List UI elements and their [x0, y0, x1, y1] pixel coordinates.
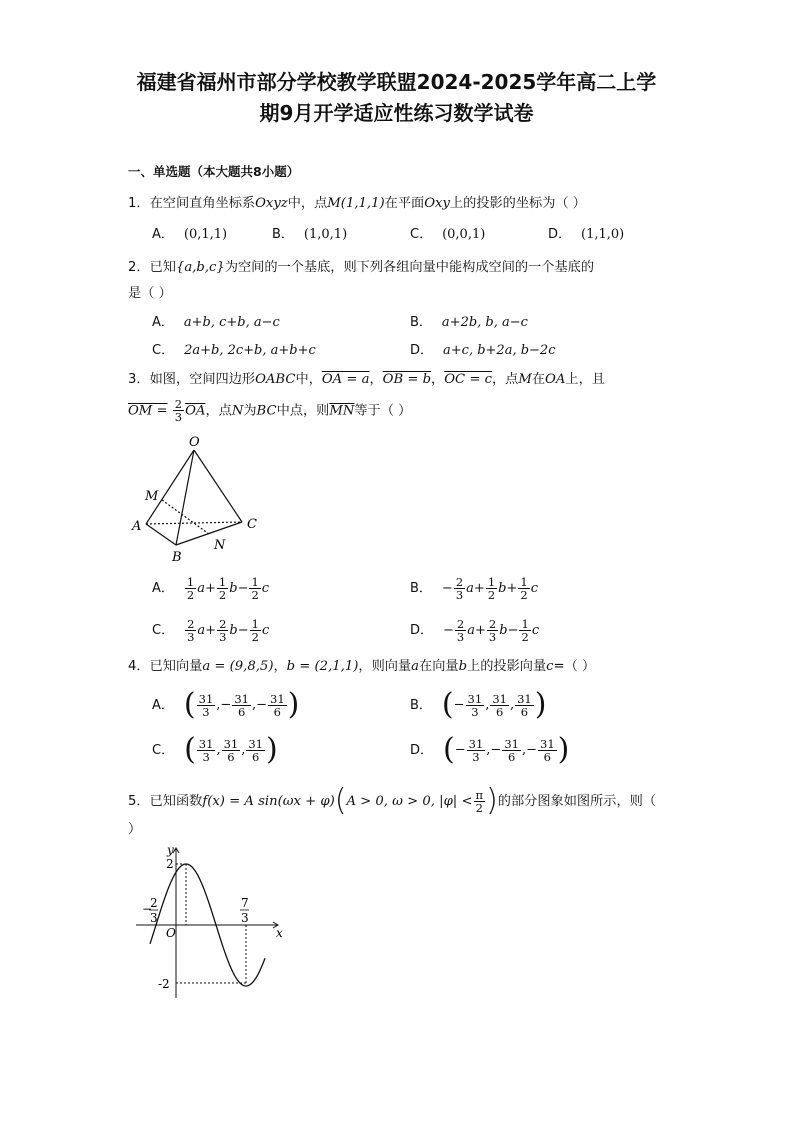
sign: −	[526, 742, 538, 758]
q5-fraction	[474, 789, 486, 814]
option-label: D．	[410, 623, 434, 638]
fraction-numerator: 2	[455, 575, 464, 589]
fraction-numerator: 1	[520, 575, 528, 589]
q4-option-a[interactable]	[152, 687, 300, 722]
fraction	[490, 693, 509, 718]
q3-text: 等于（ ）	[354, 403, 412, 419]
fraction-denominator: 2	[520, 588, 528, 602]
fraction-numerator: 2	[174, 397, 183, 411]
fraction-numerator: 31	[540, 736, 555, 751]
comma: ,	[521, 742, 527, 758]
option-label: D．	[410, 742, 434, 758]
edge-ab	[146, 524, 176, 545]
fraction-numerator: 2	[456, 617, 465, 631]
fraction	[197, 693, 216, 718]
fraction-numerator: 31	[198, 736, 214, 751]
q3-vector-oa: OA = a	[321, 372, 370, 387]
label-n: N	[214, 538, 226, 553]
fraction-denominator: 6	[252, 749, 260, 764]
option-label: C．	[152, 623, 175, 638]
fraction-denominator: 3	[187, 630, 195, 644]
question-4-stem	[128, 657, 595, 677]
vector-c: c	[530, 581, 538, 596]
q3-text: 3．如图，空间四边形	[128, 372, 256, 387]
q1-option-d[interactable]: D． (1,1,0)	[548, 227, 625, 242]
vector-b: b	[229, 581, 238, 596]
q5-function: f(x) = A sin(ωx + φ)	[202, 794, 335, 809]
fraction-numerator: 1	[251, 575, 259, 589]
q2-text: 2．已知	[128, 260, 176, 275]
fraction-numerator: 31	[198, 691, 214, 706]
fraction-denominator: 3	[488, 630, 497, 644]
q3-text: 中，	[295, 372, 322, 387]
label-b: B	[172, 550, 182, 565]
q3-vector-oc: OC = c	[444, 372, 492, 387]
q4-option-c[interactable]	[152, 732, 278, 767]
fraction-denominator: 3	[455, 588, 464, 602]
vector-b: b	[229, 623, 238, 638]
fraction-denominator: 3	[456, 630, 465, 644]
neg-tick-sign: −	[142, 902, 153, 916]
label-c: C	[247, 517, 257, 532]
operator: −	[237, 623, 249, 638]
fraction-denominator: 3	[472, 749, 480, 764]
right-paren: )	[557, 732, 570, 767]
fraction	[487, 618, 498, 643]
right-paren: )	[534, 687, 547, 722]
sign: −	[441, 581, 453, 596]
left-paren: (	[184, 732, 196, 767]
sign: −	[443, 623, 454, 638]
fraction	[250, 618, 261, 643]
left-paren: (	[183, 687, 196, 722]
fraction-numerator: 31	[492, 691, 507, 706]
origin-label: O	[166, 926, 176, 940]
q5-text: 5．已知函数	[128, 794, 203, 809]
fraction	[466, 693, 485, 718]
sign: −	[490, 742, 502, 758]
label-o: O	[189, 435, 200, 450]
q3-option-b[interactable]	[410, 576, 538, 601]
page-title-line2: 期9月开学适应性练习数学试卷	[259, 101, 534, 125]
max-value-label: 2	[166, 857, 174, 871]
left-paren: (	[443, 732, 455, 767]
q5-sine-graph	[128, 840, 298, 1000]
q2-basis: {a,b,c}	[175, 260, 225, 275]
segment-mn	[162, 500, 209, 534]
x-label: x	[276, 926, 283, 940]
fraction	[268, 693, 287, 718]
q1-text: 1．在空间直角坐标系	[128, 196, 256, 211]
q4-text: =（ ）	[553, 659, 596, 674]
fraction-denominator: 6	[507, 749, 516, 764]
fraction-numerator: 31	[468, 736, 484, 751]
fraction	[222, 738, 241, 763]
edge-ac-hidden	[146, 522, 242, 524]
comma: ,	[509, 697, 515, 713]
question-5-stem-line2: ）	[128, 822, 142, 837]
vector-c: c	[261, 581, 270, 596]
q4-vector-b-def: b = (2,1,1)	[286, 659, 359, 674]
q1-text: 中，点	[287, 196, 328, 211]
sign: −	[453, 697, 465, 713]
fraction-numerator: 31	[504, 736, 519, 751]
fraction-numerator: 31	[270, 691, 285, 706]
q3-text: 在	[531, 372, 546, 387]
fraction-denominator: 2	[186, 588, 195, 602]
label-a: A	[132, 519, 142, 534]
fraction-numerator: 1	[186, 575, 195, 589]
fraction-numerator: 1	[251, 617, 259, 631]
option-label: A．	[152, 581, 174, 596]
fraction	[486, 576, 497, 601]
fraction	[467, 738, 486, 763]
q4-text: 上的投影向量	[467, 659, 547, 674]
q3-vector-oa: $\overline{OA}$	[185, 403, 206, 419]
fraction-numerator: 31	[517, 691, 532, 706]
pos-tick-denominator: 3	[241, 911, 249, 925]
q4-vector-c: c	[546, 659, 554, 674]
q3-point-n: N	[231, 403, 244, 419]
vector-c: c	[261, 623, 270, 638]
fraction-numerator: 2	[488, 617, 497, 631]
q2-option-b[interactable]: B． a+2b, b, a−c	[410, 315, 528, 330]
fraction	[502, 738, 521, 763]
q4-text: 在向量	[419, 659, 459, 674]
fraction-numerator: 31	[234, 691, 249, 706]
operator: +	[205, 581, 216, 596]
comma: ,	[486, 742, 491, 758]
q4-vector-b: b	[458, 659, 468, 674]
fraction	[246, 738, 265, 763]
comma: ,	[485, 697, 490, 713]
vector-a: a	[466, 581, 474, 596]
q1-option-a[interactable]: A． (0,1,1)	[152, 227, 228, 242]
fraction-denominator: 3	[219, 630, 227, 644]
vector-a: a	[197, 623, 206, 638]
q3-text: ，点	[205, 403, 232, 419]
q3-option-c[interactable]	[152, 618, 269, 643]
fraction-numerator: 1	[487, 575, 496, 589]
option-label: B．	[410, 581, 432, 596]
fraction-denominator: 3	[202, 749, 210, 764]
question-1-stem	[128, 194, 586, 214]
fraction-denominator: 6	[495, 704, 504, 719]
fraction-numerator: 1	[521, 617, 529, 631]
q1-point: M(1,1,1)	[327, 196, 385, 211]
q4-text: 4．已知向量	[128, 659, 203, 674]
comma: ,	[216, 742, 221, 758]
fraction-denominator: 2	[487, 588, 496, 602]
fraction	[185, 618, 196, 643]
q3-text: ，点	[491, 372, 519, 387]
fraction	[455, 618, 466, 643]
q1-text: 上的投影的坐标为（ ）	[449, 196, 586, 211]
fraction	[232, 693, 251, 718]
edge-oc	[194, 450, 242, 522]
q1-option-b[interactable]: B． (1,0,1)	[272, 227, 348, 242]
q3-fraction	[173, 398, 184, 423]
fraction	[519, 618, 530, 643]
fraction-denominator: 6	[273, 704, 281, 719]
q1-text: 在平面	[384, 196, 425, 211]
fraction-denominator: 2	[218, 588, 227, 602]
q3-text: 中点，则	[276, 403, 330, 419]
right-paren: )	[266, 732, 278, 767]
q4-vector-a-def: a = (9,8,5)	[202, 659, 274, 674]
q2-option-a[interactable]: A． a+b, c+b, a−c	[152, 315, 280, 330]
right-paren: )	[486, 783, 498, 818]
q3-segment-bc: BC	[256, 403, 277, 419]
fraction-denominator: 6	[227, 749, 235, 764]
vector-c: c	[531, 623, 540, 638]
fraction	[518, 576, 529, 601]
question-5-stem	[128, 783, 657, 818]
q4-option-b[interactable]	[410, 687, 547, 722]
fraction-numerator: 31	[223, 736, 239, 751]
vector-a: a	[197, 581, 205, 596]
q5-condition: A > 0, ω > 0, |φ| <	[346, 794, 473, 809]
q3-option-a[interactable]	[152, 576, 269, 601]
q4-option-d[interactable]	[410, 732, 570, 767]
fraction-numerator: 2	[187, 617, 195, 631]
operator: +	[506, 581, 518, 596]
operator: +	[475, 623, 486, 638]
q3-vector-om: OM =	[128, 403, 168, 419]
fraction-numerator: 1	[218, 575, 227, 589]
q3-point-m: M	[518, 372, 532, 387]
fraction	[454, 576, 465, 601]
pos-tick-numerator: 7	[241, 896, 249, 910]
left-paren: (	[334, 783, 347, 818]
q3-vector-mn: $\overline{MN}$	[329, 403, 355, 419]
fraction-denominator: 6	[237, 704, 246, 719]
q3-segment-oa: OA	[545, 372, 566, 387]
operator: +	[205, 623, 217, 638]
q1-plane: Oxy	[424, 196, 450, 211]
fraction-numerator: 2	[219, 617, 227, 631]
q3-quadrilateral: OABC	[255, 372, 296, 387]
comma: ,	[216, 697, 221, 713]
question-3-stem: 3．如图，空间四边形OABC中，OA = a，OB = b，OC = c，点M在OA上，且	[128, 372, 605, 387]
fraction-denominator: 2	[251, 588, 259, 602]
question-3-stem-line2	[128, 398, 411, 423]
comma: ,	[251, 697, 257, 713]
question-2-stem	[128, 258, 594, 278]
q2-option-d[interactable]: D． a+c, b+2a, b−2c	[410, 343, 556, 358]
page-title-line1: 福建省福州市部分学校教学联盟2024-2025学年高二上学	[136, 70, 657, 94]
y-label: y	[167, 843, 174, 857]
q3-vector-ob: OB = b	[382, 372, 432, 387]
q4-text: ，	[273, 659, 287, 674]
q4-vector-a: a	[411, 659, 420, 674]
q3-tetrahedron-figure	[128, 432, 278, 568]
vector-b: b	[498, 581, 507, 596]
fraction-denominator: 2	[251, 630, 259, 644]
fraction-numerator: π	[475, 787, 484, 802]
fraction-denominator: 2	[475, 800, 483, 815]
q3-text: 为	[243, 403, 257, 419]
fraction-denominator: 6	[543, 749, 551, 764]
fraction-numerator: 31	[248, 736, 263, 751]
option-label: A．	[152, 697, 174, 713]
vector-a: a	[467, 623, 476, 638]
q2-text: 为空间的一个基底，则下列各组向量中能构成空间的一个基底的	[224, 260, 595, 275]
question-2-stem-line2: 是（ ）	[128, 286, 172, 301]
label-m: M	[145, 489, 159, 504]
comma: ,	[241, 742, 246, 758]
fraction-denominator: 6	[520, 704, 529, 719]
fraction-denominator: 3	[202, 704, 210, 719]
fraction-denominator: 3	[174, 410, 183, 424]
fraction-denominator: 2	[521, 630, 529, 644]
fraction	[217, 576, 228, 601]
operator: +	[473, 581, 485, 596]
q4-text: ，则向量	[358, 659, 412, 674]
section-heading: 一、单选题（本大题共8小题）	[128, 164, 300, 179]
vector-b: b	[499, 623, 508, 638]
fraction-denominator: 3	[471, 704, 479, 719]
q1-option-c[interactable]: C． (0,0,1)	[410, 227, 486, 242]
left-paren: (	[441, 687, 454, 722]
fraction	[197, 738, 216, 763]
fraction	[249, 576, 260, 601]
operator: −	[237, 581, 249, 596]
fraction	[185, 576, 196, 601]
sign: −	[256, 697, 267, 713]
q2-option-c[interactable]: C． 2a+b, 2c+b, a+b+c	[152, 343, 316, 358]
q3-option-d[interactable]	[410, 618, 539, 643]
fraction-numerator: 31	[467, 691, 483, 706]
sign: −	[220, 697, 232, 713]
min-value-label: -2	[158, 977, 170, 991]
neg-tick-denominator: 3	[150, 911, 158, 925]
q5-text: 的部分图象如图所示，则（	[497, 794, 657, 809]
fraction	[515, 693, 534, 718]
sign: −	[454, 742, 466, 758]
fraction	[538, 738, 557, 763]
option-label: C．	[152, 742, 175, 758]
operator: −	[507, 623, 519, 638]
fraction	[217, 618, 228, 643]
q3-text: 上，且	[565, 372, 605, 387]
right-paren: )	[287, 687, 300, 722]
neg-tick-numerator: 2	[150, 896, 158, 910]
option-label: B．	[410, 697, 432, 713]
q1-coordinate-system: Oxyz	[255, 196, 288, 211]
